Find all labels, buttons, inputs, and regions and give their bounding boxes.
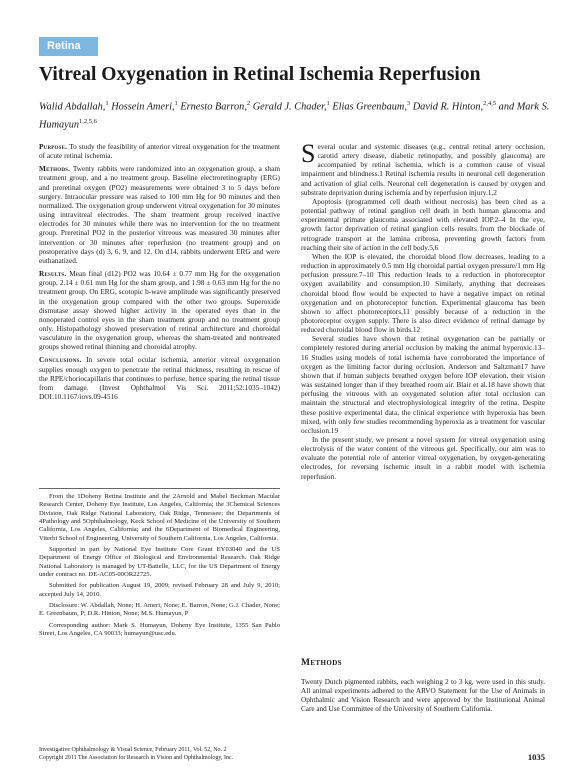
results-text: Mean final (d12) PO2 was 10.64 ± 0.77 mm Hg for the oxygenation group, 2.14 ± 0.61 mm Hg for the sham group, and 1.98 ± 0.63 mm Hg for the no treatment group. On ERG, scotopic b-wave amplitude was significantly preserved in the oxygenation group compared with the other two groups. Superoxide dismutase assay showed higher activity in the operated eyes than in the nonoperated control eyes in the sham treatment group and no treatment group only. Histopathology showed preservation of retinal architecture and choroidal vasculature in the oxygenation group, whereas the sham-treated and nontreated groups showed retinal thinning and choroidal atrophy. (39, 269, 280, 352)
purpose-text: To study the feasibility of anterior vitreal oxygenation for the treatment of acute retinal ischemia. (39, 142, 280, 161)
intro-paragraph: Apoptosis (programmed cell death without necrosis) has been cited as a potential pathway of retinal ganglion cell death in both human glaucoma and experimental primate glaucoma associated with elevated IOP.2–4 In the eye, growth factor deprivation of retinal ganglion cells results from the blockade of retrograde transport at the lamina cribrosa, preventing growth factors from reaching their site of action in the cell body.5,6 (301, 196, 545, 252)
author-list (39, 96, 559, 133)
intro-paragraph: Several ocular and systemic diseases (e.g., central retinal artery occlusion, carotid artery disease, diabetic retinopathy, and possibly glaucoma) are accompanied by retinal ischemia, which is a common cause of visual impairment and blindness.1 Retinal ischemia results in neuronal cell degeneration and activation of glial cells. Neuronal cell degeneration is caused by oxygen and substrate deprivation during ischemia and by reperfusion injury.1,2 (301, 139, 545, 197)
author-affiliation: 1,2,5,6 (79, 118, 97, 126)
footnotes (39, 493, 280, 642)
methods-text: Twenty rabbits were randomized into an oxygenation group, a sham treatment group, and a no treatment group. Baseline electroretinography (ERG) and preretinal oxygen (PO2) measurements were obtained 3 to 5 days before surgery. Intraocular pressure was raised to 100 mm Hg for 90 minutes and then normalized. The oxygenation group underwent vitreal oxygenation for 30 minutes using intravitreal electrodes. The sham treatment group received inactive electrodes for 30 minutes while there was no intervention for the no treatment group. Preretinal PO2 in the posterior vitreous was measured 30 minutes after intervention or 30 minutes after reperfusion (no treatment group) and on postoperative days (d) 3, 6, 9, and 12. On d14, rabbits underwent ERG and were euthanatized. (39, 164, 280, 265)
footnote-divider (39, 488, 280, 489)
abstract (39, 142, 280, 401)
author-affiliation: 1 (105, 100, 109, 107)
section-tag: Retina (39, 37, 98, 56)
author-name: Ernesto Barron, (180, 101, 247, 113)
conclusions-text: In severe total ocular ischemia, anterior vitreal oxygenation supplies enough oxygen to penetrate the retinal thickness, resulting in rescue of the RPE/choriocapillaris that continues to perfuse, hence sparing the retinal tissue from damage. (39, 355, 280, 392)
author-name: Walid Abdallah, (39, 101, 106, 113)
drop-cap: S (301, 139, 316, 168)
footer-journal: Investigative Ophthalmology & Visual Science, February 2011, Vol. 52, No. 2 (39, 747, 227, 753)
author-name: Hossein Ameri, (111, 101, 175, 113)
intro-paragraph: In the present study, we present a novel system for vitreal oxygenation using electrolysis of the water content of the vitreous gel. Specifically, our aim was to evaluate the potential role of anterior vitreal oxygenation, by oxygen-generating electrodes, for reversing ischemic insult in a rabbit model with ischemia reperfusion. (301, 435, 545, 481)
methods-paragraph: Twenty Dutch pigmented rabbits, each weighing 2 to 3 kg, were used in this study. All animal experiments adhered to the ARVO Statement for the Use of Animals in Ophthalmic and Vision Research and were approved by the Institutional Animal Care and Use Committee of the University of Southern California. (301, 678, 545, 714)
results-label: Results. (39, 269, 67, 279)
purpose-label: Purpose. (39, 142, 68, 151)
intro-paragraph: Several studies have shown that retinal oxygenation can be partially or completely restored during arterial occlusion by making the animal hyperoxic.13–16 Studies using models of total ischemia have corroborated the importance of oxygen as the limiting factor during occlusion. Anderson and Saltzman17 have shown that if human subjects breathed oxygen before IOP elevation, their vision was sustained longer than if they breathed room air. Blair et al.18 have shown that perfusing the vitreous with an oxygenated solution after total occlusion can maintain the structural and electrophysiological integrity of the retina. Despite these positive experimental data, the clinical experience with hyperoxia has been mixed, with only few studies recommending hyperoxia as a treatment for vascular occlusion.19 (301, 334, 545, 435)
footnote: Submitted for publication August 19, 2009; revised February 28 and July 9, 2010; accepted July 14, 2010. (39, 582, 280, 598)
page-number: 1035 (527, 752, 545, 762)
footnote: Corresponding author: Mark S. Humayun, Doheny Eye Institute, 1355 San Pablo Street, Los Angeles, CA 90033; humayun@usc.edu. (39, 621, 280, 638)
conclusions-label: Conclusions. (39, 355, 82, 365)
author-name: Elias Greenbaum, (332, 101, 407, 113)
author-affiliation: 2,4,5 (483, 100, 497, 107)
intro-paragraph: When the IOP is elevated, the choroidal blood flow decreases, leading to a reduction in approximately 0.5 mm Hg choroidal partial oxygen pressure/1 mm Hg perfusion pressure.7–10 This reduction leads to a reduction in photoreceptor oxygen availability and consumption.10 Similarly, anything that decreases choroidal blood flow would be expected to have a negative impact on retinal oxygenation and on photoreceptor function. Experimental glaucoma has been shown to affect photoreceptors,11 possibly because of a reduction in the photoreceptor oxygen supply. There is also direct evidence of retinal damage by reduced choroidal blood flow in birds.12 (301, 251, 545, 335)
author-name: Gerald J. Chader, (252, 101, 327, 113)
introduction (301, 139, 545, 481)
author-name: and Mark S. Humayun (39, 101, 550, 131)
article-title: Vitreal Oxygenation in Retinal Ischemia Reperfusion (39, 64, 481, 85)
footnote: From the 1Doheny Retina Institute and the 2Arnold and Mabel Beckman Macular Research Center, Doheny Eye Institute, Los Angeles, California; the 3Chemical Sciences Division, Oak Ridge National Laboratory, Oak Ridge, Tennessee; the Departments of 4Pathology and 5Ophthalmology, Keck School of Medicine of the University of Southern California, Los Angeles, California; and the 6Department of Biomedical Engineering, Viterbi School of Engineering, University of Southern California, Los Angeles, California. (39, 493, 280, 542)
methods-label: Methods. (39, 164, 71, 174)
author-name: David R. Hinton, (412, 101, 484, 113)
author-affiliation: 1 (174, 100, 178, 107)
author-affiliation: 2 (246, 100, 251, 107)
methods-heading: Methods (301, 658, 342, 668)
footer-copyright: Copyright 2011 The Association for Research in Vision and Ophthalmology, Inc. (39, 755, 234, 761)
author-affiliation: 3 (406, 100, 411, 107)
journal-footer (39, 746, 545, 762)
citation: (Invest Ophthalmol Vis Sci. 2011;52:1035–1042) DOI:10.1167/iovs.09-4516 (39, 382, 280, 402)
footnote: Supported in part by National Eye Institute Core Grant EY03040 and the US Department of Energy Office of Biological and Environmental Research. Oak Ridge National Laboratory is managed by UT-Battelle, LLC, for the US Department of Energy under contract no. DE-AC05-00OR22725. (39, 546, 280, 579)
methods-body (301, 678, 545, 715)
footnote: Disclosure: W. Abdallah, None; H. Ameri, None; E. Barron, None; G.J. Chader, None; E. Greenbaum, P; D.R. Hinton, None; M.S. Humayun, P (39, 602, 280, 618)
author-affiliation: 1 (326, 100, 330, 107)
